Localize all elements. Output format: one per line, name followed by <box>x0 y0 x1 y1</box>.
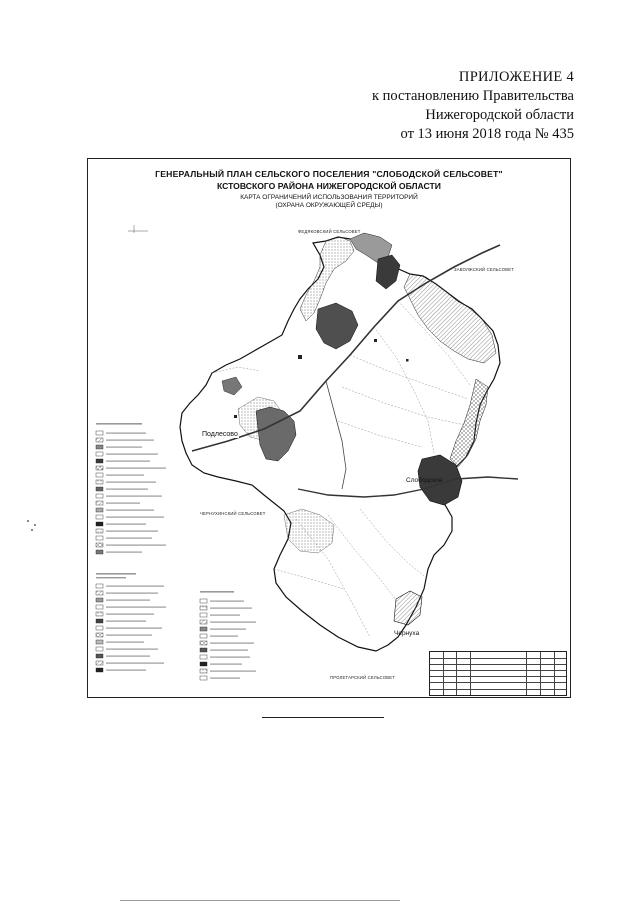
scan-artifact <box>31 529 33 531</box>
scale-mark <box>128 225 148 233</box>
map-title-line2: КСТОВСКОГО РАЙОНА НИЖЕГОРОДСКОЙ ОБЛАСТИ <box>217 181 441 191</box>
title-stamp <box>429 651 567 696</box>
legend-swatches-middle <box>200 599 207 680</box>
place-label-chernukha: Чернуха <box>394 630 420 637</box>
appendix-header <box>304 68 574 144</box>
place-label-slobodskoe: Слободское <box>406 477 443 484</box>
map-sheet <box>87 158 571 698</box>
map-title-line3: КАРТА ОГРАНИЧЕНИЙ ИСПОЛЬЗОВАНИЯ ТЕРРИТОРИЙ <box>240 194 418 201</box>
appendix-region: Нижегородской области <box>425 107 574 123</box>
signature-rule <box>262 717 384 718</box>
scan-artifact <box>27 520 29 522</box>
neighbor-label-west: ЧЕРНУХИНСКИЙ СЕЛЬСОВЕТ <box>200 511 266 516</box>
legend-text-lines-left <box>96 423 166 671</box>
appendix-date: от 13 июня 2018 года № 435 <box>400 126 574 142</box>
map-title-line4: (ОХРАНА ОКРУЖАЮЩЕЙ СРЕДЫ) <box>275 202 383 209</box>
scan-artifact <box>120 900 400 901</box>
legend-swatches-left <box>96 431 103 672</box>
scan-artifact <box>34 524 36 526</box>
territory-map <box>88 159 572 699</box>
map-title-line1: ГЕНЕРАЛЬНЫЙ ПЛАН СЕЛЬСКОГО ПОСЕЛЕНИЯ "СЛОБОДСКОЙ СЕЛЬСОВЕТ" <box>155 169 503 179</box>
neighbor-label-north: ФЕДЯКОВСКИЙ СЕЛЬСОВЕТ <box>298 229 361 234</box>
appendix-resolution: к постановлению Правительства <box>372 88 574 104</box>
legend-text-lines-middle <box>200 591 256 679</box>
appendix-number: ПРИЛОЖЕНИЕ 4 <box>458 69 574 85</box>
neighbor-label-northeast: ЗАВОЛЖСКИЙ СЕЛЬСОВЕТ <box>454 267 514 272</box>
neighbor-label-south: ПРОЛЕТАРСКИЙ СЕЛЬСОВЕТ <box>330 675 396 680</box>
place-label-podlesovo: Подлесово <box>202 431 238 438</box>
